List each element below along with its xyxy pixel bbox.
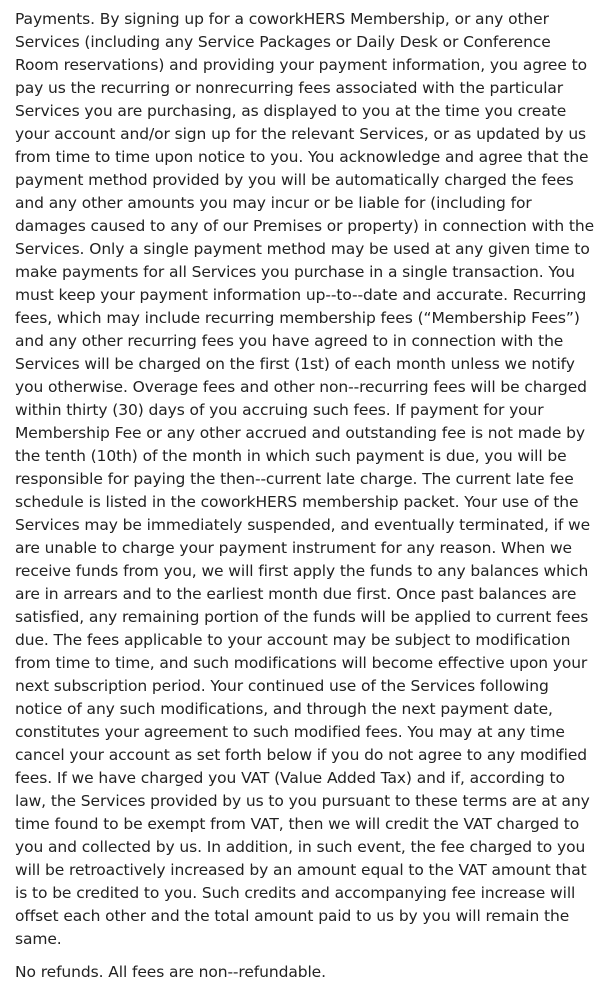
payments-paragraph: Payments. By signing up for a coworkHERS Membership, or any other Services (including any Service Packages or Daily Desk or Conference Room reservations) and providing your payment information, you agree to pay us the recurring or nonrecurring fees associated with the particular Services you are purchasing, as displayed to you at the time you create your account and/or sign up for the relevant Services, or as updated by us from time to time upon notice to you. You acknowledge and agree that the payment method provided by you will be automatically charged the fees and any other amounts you may incur or be liable for (including for damages caused to any of our Premises or property) in connection with the Services. Only a single payment method may be used at any given time to make payments for all Services you purchase in a single transaction. You must keep your payment information up--to--date and accurate. Recurring fees, which may include recurring membership fees (“Membership Fees”) and any other recurring fees you have agreed to in connection with the Services will be charged on the first (1st) of each month unless we notify you otherwise. Overage fees and other non--recurring fees will be charged within thirty (30) days of you accruing such fees. If payment for your Membership Fee or any other accrued and outstanding fee is not made by the tenth (10th) of the month in which such payment is due, you will be responsible for paying the then--current late charge. The current late fee schedule is listed in the coworkHERS membership packet. Your use of the Services may be immediately suspended, and eventually terminated, if we are unable to charge your payment instrument for any reason. When we receive funds from you, we will first apply the funds to any balances which are in arrears and to the earliest month due first. Once past balances are satisfied, any remaining portion of the funds will be applied to current fees due. The fees applicable to your account may be subject to modification from time to time, and such modifications will become effective upon your next subscription period. Your continued use of the Services following notice of any such modifications, and through the next payment date, constitutes your agreement to such modified fees. You may at any time cancel your account as set forth below if you do not agree to any modified fees. If we have charged you VAT (Value Added Tax) and if, according to law, the Services provided by us to you pursuant to these terms are at any time found to be exempt from VAT, then we will credit the VAT charged to you and collected by us. In addition, in such event, the fee charged to you will be retroactively increased by an amount equal to the VAT amount that is to be credited to you. Such credits and accompanying fee increase will offset each other and the total amount paid to us by you will remain the same.: [15, 10, 595, 948]
no-refunds-paragraph: No refunds. All fees are non--refundable.: [15, 963, 326, 981]
terms-document: [15, 8, 597, 994]
